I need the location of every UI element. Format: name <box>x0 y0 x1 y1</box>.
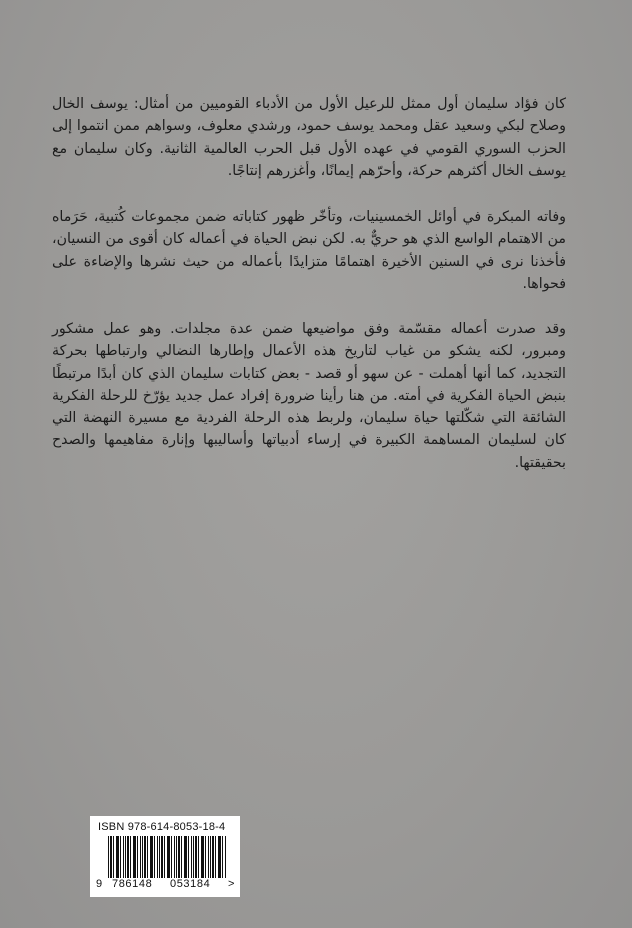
barcode-bars <box>108 836 226 878</box>
paragraph-2: وفاته المبكرة في أوائل الخمسينيات، وتأخّر ظهور كتاباته ضمن مجموعات كُتبية، حَرَماه من الاهتمام الواسع الذي هو حريٌّ به. لكن نبض الحياة في أعماله كان أقوى من النسيان، فأخذنا نرى في السنين الأخيرة اهتمامًا متزايدًا بأعماله من حيث نشرها والإضاءة على فحواها. <box>52 209 566 292</box>
isbn-barcode <box>90 816 240 897</box>
barcode-digits <box>96 878 236 892</box>
paragraph-1: كان فؤاد سليمان أول ممثل للرعيل الأول من الأدباء القوميين من أمثال: يوسف الخال وصلاح لبكي وسعيد عقل ومحمد يوسف حمود، ورشدي معلوف، وسواهم ممن انتموا إلى الحزب السوري القومي في عهده الأول قبل الحرب العالمية الثانية. وكان سليمان مع يوسف الخال أكثرهم حركة، وأحرّهم إيمانًا، وأغزرهم إنتاجًا. <box>52 96 566 179</box>
isbn-label: ISBN 978-614-8053-18-4 <box>98 821 226 833</box>
barcode-lead-digit: 9 <box>96 878 103 890</box>
barcode-quiet-zone-mark: > <box>228 878 235 890</box>
barcode-digit-group-left: 786148 <box>112 878 153 890</box>
barcode-digit-group-right: 053184 <box>170 878 211 890</box>
paragraph-3: وقد صدرت أعماله مقسّمة وفق مواضيعها ضمن عدة مجلدات. وهو عمل مشكور ومبرور، لكنه يشكو من غياب لتاريخ هذه الأعمال وإطارها النضالي وارتباطها بحركة التجديد، كما أنها أهملت - عن سهو أو قصد - بعض كتابات سليمان الذي كان أبدًا مرتبطًا بنبض الحياة الفكرية في أمته. من هنا رأينا ضرورة إفراد عمل جديد يؤرّخ للرحلة الفكرية الشائقة التي شكّلتها حياة سليمان، ولربط هذه الرحلة الفردية مع مسيرة النهضة التي كان لسليمان المساهمة الكبيرة في إرساء أدبياتها وأساليبها وإنارة مفاهيمها والصدح بحقيقتها. <box>52 321 566 471</box>
